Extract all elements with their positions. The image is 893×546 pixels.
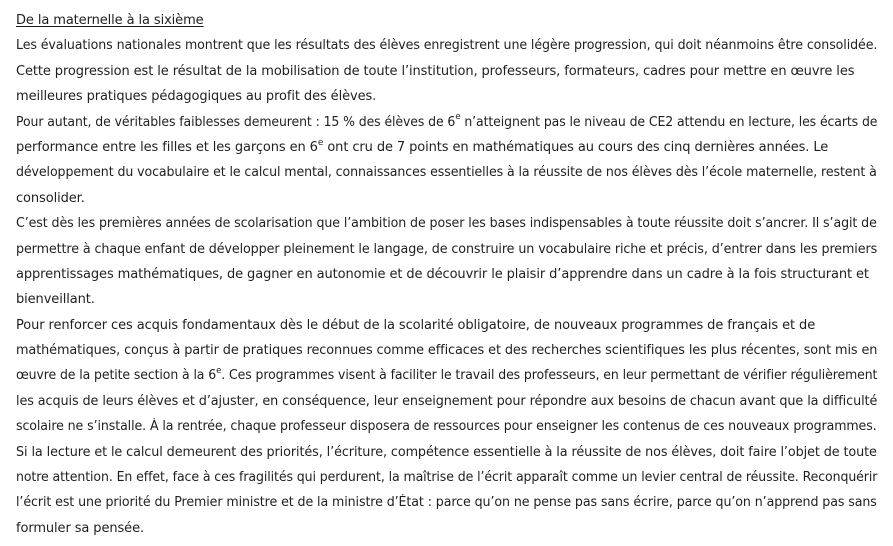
superscript: e — [455, 112, 461, 123]
superscript: e — [216, 366, 222, 377]
text-line: bienveillant. — [16, 292, 95, 308]
superscript: e — [317, 137, 324, 148]
text-line: l’écrit est une priorité du Premier ministre et de la ministre d’État : parce qu’on ne pense pas sans écrire, parce qu’on n’apprend pas sans — [16, 495, 877, 511]
text-line: les acquis de leurs élèves et d’ajuster, en conséquence, leur enseignement pour répondre aux besoins de chacun avant que la difficulté — [16, 393, 878, 409]
text-line: consolider. — [16, 190, 85, 206]
text-line: meilleures pratiques pédagogiques au profit des élèves. — [16, 89, 377, 105]
text-line: mathématiques, conçus à partir de pratiques reconnues comme efficaces et des recherches scientifiques les plus récentes, sont mis en — [16, 343, 878, 359]
text-segment: ont cru de 7 points en mathématiques au cours des cinq dernières années. Le — [323, 139, 829, 155]
text-line: scolaire ne s’installe. À la rentrée, chaque professeur disposera de ressources pour enseigner les contenus de ces nouveaux programmes. — [16, 419, 877, 435]
text-line — [16, 363, 878, 388]
text-segment: . Ces programmes visent à faciliter le travail des professeurs, en leur permettant de vérifier régulièrement — [221, 368, 878, 384]
text-line: Pour renforcer ces acquis fondamentaux dès le début de la scolarité obligatoire, de nouveaux programmes de français et de — [16, 317, 816, 333]
text-segment: performance entre les filles et les garçons en 6 — [16, 139, 318, 155]
text-segment: n’atteignent pas le niveau de CE2 attendu en lecture, les écarts de — [460, 114, 878, 130]
text-line: permettre à chaque enfant de développer pleinement le langage, de construire un vocabulaire riche et précis, d’entrer dans les premiers — [16, 241, 878, 257]
text-segment: œuvre de la petite section à la 6 — [16, 368, 217, 384]
text-line — [16, 135, 877, 160]
text-line — [16, 110, 878, 135]
text-line: Les évaluations nationales montrent que les résultats des élèves enregistrent une légère progression, qui doit néanmoins être consolidée. — [16, 38, 878, 54]
text-line: Si la lecture et le calcul demeurent des priorités, l’écriture, compétence essentielle à la réussite de nos élèves, doit faire l’objet de toute — [16, 444, 877, 460]
text-line: notre attention. En effet, face à ces fragilités qui perdurent, la maîtrise de l’écrit apparaît comme un levier central de réussite. Reconquérir — [16, 470, 878, 486]
text-line: développement du vocabulaire et le calcul mental, connaissances essentielles à la réussite de nos élèves dès l’école maternelle, restent à — [16, 165, 877, 181]
text-line: apprentissages mathématiques, de gagner en autonomie et de découvrir le plaisir d’apprendre dans un cadre à la fois structurant et — [16, 266, 869, 282]
text-segment: Pour autant, de véritables faiblesses demeurent : 15 % des élèves de 6 — [16, 114, 456, 130]
text-line: formuler sa pensée. — [16, 520, 144, 536]
text-line: Cette progression est le résultat de la mobilisation de toute l’institution, professeurs, formateurs, cadres pour mettre en œuvre les — [16, 63, 855, 79]
section-title: De la maternelle à la sixième — [16, 13, 204, 28]
text-line: C’est dès les premières années de scolarisation que l’ambition de poser les bases indispensables à toute réussite doit s’ancrer. Il s’agit de — [16, 216, 877, 232]
